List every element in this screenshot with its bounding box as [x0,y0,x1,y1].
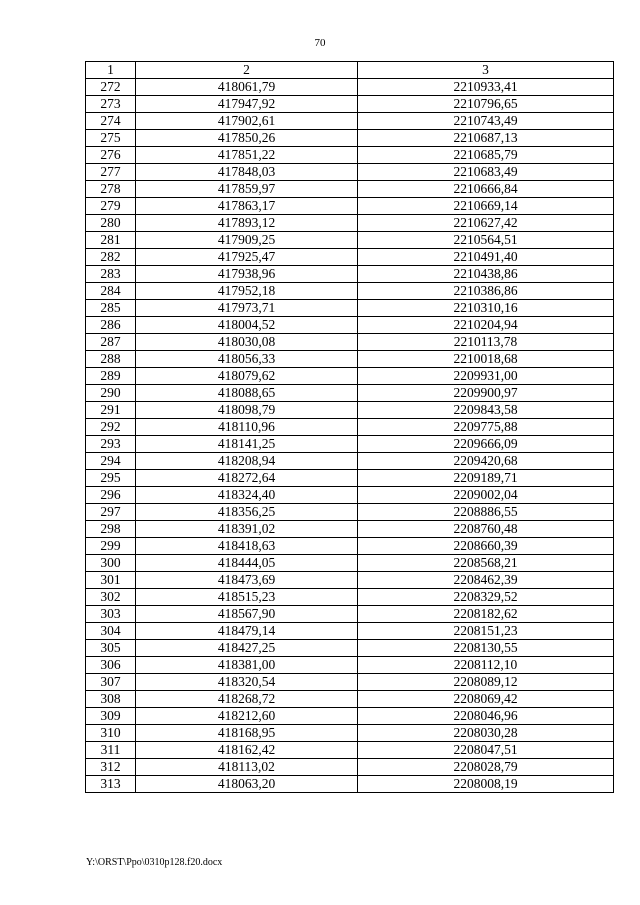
x-coordinate-cell: 418168,95 [136,725,358,742]
table-row [86,368,614,385]
x-coordinate-cell: 418381,00 [136,657,358,674]
x-coordinate-cell: 418515,23 [136,589,358,606]
point-number-cell: 303 [86,606,136,623]
point-number-cell: 288 [86,351,136,368]
y-coordinate-cell: 2208329,52 [358,589,614,606]
x-coordinate-cell: 418030,08 [136,334,358,351]
y-coordinate-cell: 2208047,51 [358,742,614,759]
y-coordinate-cell: 2210113,78 [358,334,614,351]
point-number-cell: 284 [86,283,136,300]
x-coordinate-cell: 417909,25 [136,232,358,249]
point-number-cell: 299 [86,538,136,555]
x-coordinate-cell: 418391,02 [136,521,358,538]
point-number-cell: 298 [86,521,136,538]
x-coordinate-cell: 417851,22 [136,147,358,164]
y-coordinate-cell: 2208130,55 [358,640,614,657]
y-coordinate-cell: 2208069,42 [358,691,614,708]
table-header-row [86,62,614,79]
column-header-point-number: 1 [86,62,136,79]
column-header-x: 2 [136,62,358,79]
table-header [86,62,614,79]
y-coordinate-cell: 2208660,39 [358,538,614,555]
point-number-cell: 291 [86,402,136,419]
table-row [86,436,614,453]
y-coordinate-cell: 2210310,16 [358,300,614,317]
point-number-cell: 307 [86,674,136,691]
table-row [86,79,614,96]
y-coordinate-cell: 2208028,79 [358,759,614,776]
table-row [86,487,614,504]
x-coordinate-cell: 417925,47 [136,249,358,266]
table-row [86,351,614,368]
point-number-cell: 289 [86,368,136,385]
point-number-cell: 301 [86,572,136,589]
y-coordinate-cell: 2208112,10 [358,657,614,674]
coordinates-table [85,61,614,793]
table-row [86,113,614,130]
table-row [86,589,614,606]
table-row [86,266,614,283]
y-coordinate-cell: 2210796,65 [358,96,614,113]
table-row [86,776,614,793]
x-coordinate-cell: 417859,97 [136,181,358,198]
x-coordinate-cell: 418272,64 [136,470,358,487]
x-coordinate-cell: 418063,20 [136,776,358,793]
point-number-cell: 290 [86,385,136,402]
x-coordinate-cell: 418110,96 [136,419,358,436]
y-coordinate-cell: 2209002,04 [358,487,614,504]
point-number-cell: 281 [86,232,136,249]
footer-file-path: Y:\ORST\Ppo\0310p128.f20.docx [86,857,223,868]
table-row [86,300,614,317]
point-number-cell: 279 [86,198,136,215]
point-number-cell: 310 [86,725,136,742]
x-coordinate-cell: 418268,72 [136,691,358,708]
table-row [86,623,614,640]
table-row [86,521,614,538]
y-coordinate-cell: 2208046,96 [358,708,614,725]
table-row [86,215,614,232]
y-coordinate-cell: 2210687,13 [358,130,614,147]
y-coordinate-cell: 2208462,39 [358,572,614,589]
x-coordinate-cell: 418004,52 [136,317,358,334]
point-number-cell: 304 [86,623,136,640]
table-row [86,249,614,266]
point-number-cell: 297 [86,504,136,521]
point-number-cell: 283 [86,266,136,283]
y-coordinate-cell: 2209900,97 [358,385,614,402]
y-coordinate-cell: 2210438,86 [358,266,614,283]
x-coordinate-cell: 417973,71 [136,300,358,317]
table-row [86,147,614,164]
x-coordinate-cell: 417848,03 [136,164,358,181]
y-coordinate-cell: 2209189,71 [358,470,614,487]
x-coordinate-cell: 418479,14 [136,623,358,640]
table-row [86,130,614,147]
table-row [86,708,614,725]
x-coordinate-cell: 417850,26 [136,130,358,147]
x-coordinate-cell: 417952,18 [136,283,358,300]
x-coordinate-cell: 418056,33 [136,351,358,368]
y-coordinate-cell: 2209420,68 [358,453,614,470]
table-row [86,640,614,657]
table-row [86,606,614,623]
table-row [86,742,614,759]
x-coordinate-cell: 418567,90 [136,606,358,623]
table-row [86,657,614,674]
x-coordinate-cell: 418098,79 [136,402,358,419]
column-header-y: 3 [358,62,614,79]
point-number-cell: 280 [86,215,136,232]
table-row [86,283,614,300]
x-coordinate-cell: 418324,40 [136,487,358,504]
y-coordinate-cell: 2208760,48 [358,521,614,538]
x-coordinate-cell: 418444,05 [136,555,358,572]
y-coordinate-cell: 2208151,23 [358,623,614,640]
y-coordinate-cell: 2210933,41 [358,79,614,96]
table-row [86,198,614,215]
x-coordinate-cell: 418079,62 [136,368,358,385]
point-number-cell: 276 [86,147,136,164]
table-row [86,385,614,402]
x-coordinate-cell: 418418,63 [136,538,358,555]
y-coordinate-cell: 2208030,28 [358,725,614,742]
y-coordinate-cell: 2210666,84 [358,181,614,198]
point-number-cell: 306 [86,657,136,674]
y-coordinate-cell: 2208089,12 [358,674,614,691]
y-coordinate-cell: 2210204,94 [358,317,614,334]
point-number-cell: 313 [86,776,136,793]
x-coordinate-cell: 418473,69 [136,572,358,589]
point-number-cell: 308 [86,691,136,708]
y-coordinate-cell: 2210683,49 [358,164,614,181]
point-number-cell: 300 [86,555,136,572]
x-coordinate-cell: 417938,96 [136,266,358,283]
y-coordinate-cell: 2210491,40 [358,249,614,266]
table-row [86,555,614,572]
x-coordinate-cell: 418113,02 [136,759,358,776]
y-coordinate-cell: 2210018,68 [358,351,614,368]
page-number: 70 [314,37,326,49]
table-row [86,725,614,742]
x-coordinate-cell: 418141,25 [136,436,358,453]
point-number-cell: 296 [86,487,136,504]
y-coordinate-cell: 2209666,09 [358,436,614,453]
y-coordinate-cell: 2209843,58 [358,402,614,419]
table-row [86,96,614,113]
x-coordinate-cell: 418212,60 [136,708,358,725]
table-row [86,572,614,589]
point-number-cell: 294 [86,453,136,470]
point-number-cell: 273 [86,96,136,113]
table-row [86,317,614,334]
point-number-cell: 293 [86,436,136,453]
table-row [86,470,614,487]
x-coordinate-cell: 418061,79 [136,79,358,96]
x-coordinate-cell: 418208,94 [136,453,358,470]
table-row [86,504,614,521]
y-coordinate-cell: 2210564,51 [358,232,614,249]
y-coordinate-cell: 2208568,21 [358,555,614,572]
point-number-cell: 302 [86,589,136,606]
x-coordinate-cell: 417902,61 [136,113,358,130]
point-number-cell: 287 [86,334,136,351]
point-number-cell: 312 [86,759,136,776]
table-body [86,79,614,793]
x-coordinate-cell: 418427,25 [136,640,358,657]
y-coordinate-cell: 2208008,19 [358,776,614,793]
table-row [86,674,614,691]
table-row [86,402,614,419]
table-row [86,164,614,181]
table-row [86,759,614,776]
x-coordinate-cell: 417893,12 [136,215,358,232]
x-coordinate-cell: 418162,42 [136,742,358,759]
table-row [86,691,614,708]
point-number-cell: 285 [86,300,136,317]
table-row [86,419,614,436]
table-row [86,453,614,470]
point-number-cell: 282 [86,249,136,266]
table-row [86,538,614,555]
point-number-cell: 311 [86,742,136,759]
y-coordinate-cell: 2208886,55 [358,504,614,521]
x-coordinate-cell: 418320,54 [136,674,358,691]
point-number-cell: 286 [86,317,136,334]
y-coordinate-cell: 2210685,79 [358,147,614,164]
point-number-cell: 278 [86,181,136,198]
y-coordinate-cell: 2210669,14 [358,198,614,215]
x-coordinate-cell: 418088,65 [136,385,358,402]
point-number-cell: 274 [86,113,136,130]
table-row [86,232,614,249]
point-number-cell: 292 [86,419,136,436]
x-coordinate-cell: 418356,25 [136,504,358,521]
y-coordinate-cell: 2210743,49 [358,113,614,130]
table-row [86,334,614,351]
point-number-cell: 272 [86,79,136,96]
point-number-cell: 305 [86,640,136,657]
point-number-cell: 275 [86,130,136,147]
y-coordinate-cell: 2209775,88 [358,419,614,436]
y-coordinate-cell: 2210627,42 [358,215,614,232]
y-coordinate-cell: 2210386,86 [358,283,614,300]
table-row [86,181,614,198]
point-number-cell: 309 [86,708,136,725]
point-number-cell: 295 [86,470,136,487]
x-coordinate-cell: 417863,17 [136,198,358,215]
point-number-cell: 277 [86,164,136,181]
x-coordinate-cell: 417947,92 [136,96,358,113]
y-coordinate-cell: 2209931,00 [358,368,614,385]
y-coordinate-cell: 2208182,62 [358,606,614,623]
